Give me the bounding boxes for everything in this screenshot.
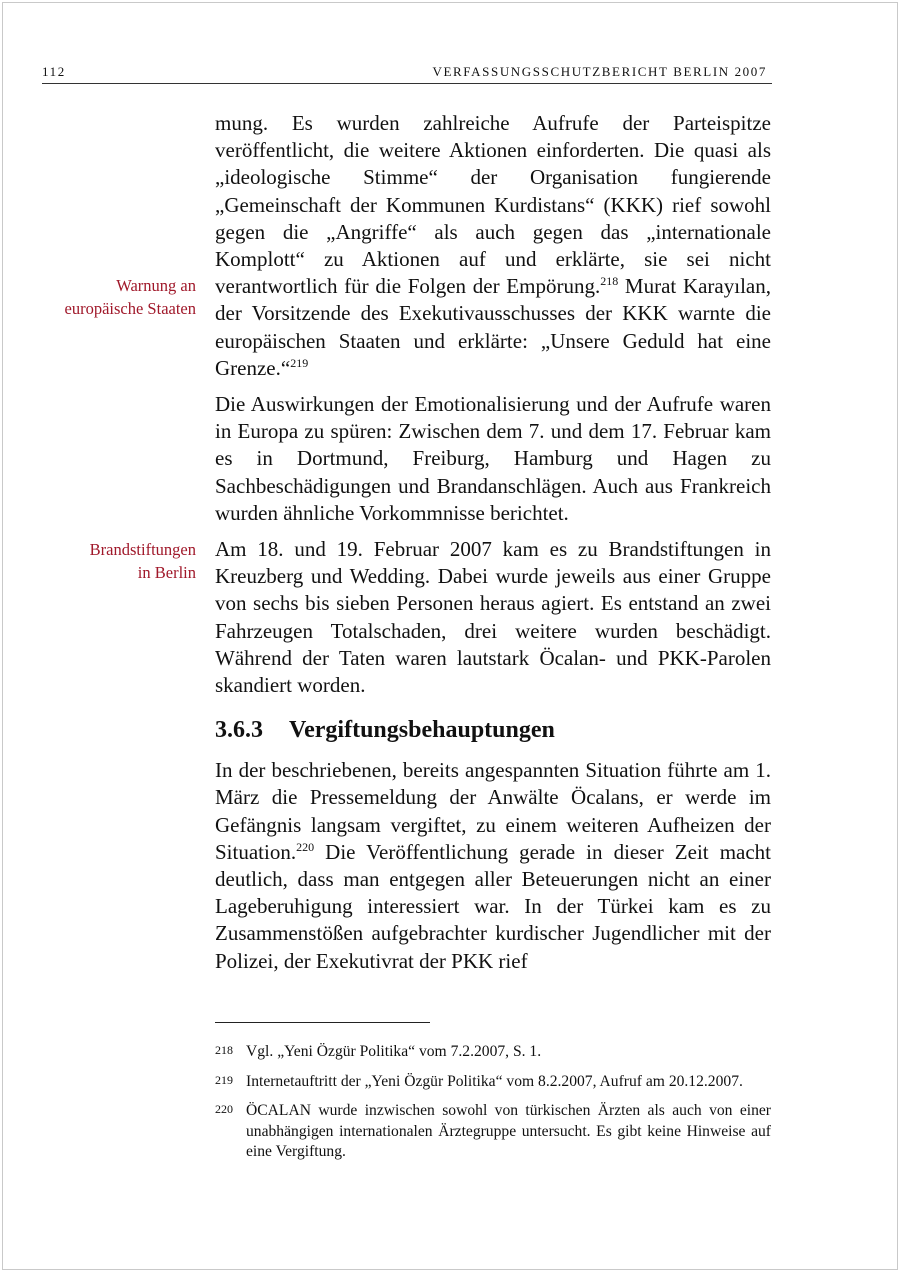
footnote-text: ÖCALAN wurde inzwischen sowohl von türkischen Ärzten als auch von einer unabhängigen internationalen Ärztegruppe untersucht. Es gibt keine Hinweise auf eine Vergiftung. [246, 1102, 771, 1160]
footnote-ref[interactable]: 220 [296, 839, 315, 854]
footnote-number: 220 [215, 1102, 233, 1116]
paragraph-text: In der beschriebenen, bereits angespannten Situation führte am 1. März die Pressemeldung der Anwälte Öcalans, er werde im Gefängnis langsam vergiftet, zu einem weiteren Aufheizen der Situation. [215, 758, 771, 864]
paragraph-text: Murat Karayılan, der Vorsitzende des Exekutivausschusses der KKK warnte die europäischen Staaten und erklärte: „Unsere Geduld hat eine Grenze.“ [215, 274, 771, 380]
footnote-ref[interactable]: 219 [290, 355, 309, 370]
paragraph-text: mung. Es wurden zahlreiche Aufrufe der Parteispitze veröffentlicht, die weitere Aktionen einforderten. Die quasi als „ideologische Stimme“ der Organisation fungierende „Gemeinschaft der Kommunen Kurdistans“ (KKK) rief sowohl gegen die „Angriffe“ als auch gegen das „internationale Komplott“ zu Aktionen auf und erklärte, sie sei nicht verantwortlich für die Folgen der Empörung. [215, 111, 771, 299]
footnote-text: Vgl. „Yeni Özgür Politika“ vom 7.2.2007, S. 1. [246, 1043, 542, 1060]
footnote-number: 219 [215, 1072, 233, 1087]
paragraph [215, 110, 771, 382]
margin-note-warnung [65, 275, 196, 320]
footnote [215, 1101, 771, 1163]
paragraph-text: Die Veröffentlichung gerade in dieser Zeit macht deutlich, dass man entgegen aller Beteuerungen nicht an einer Lageberuhigung interessiert war. In der Türkei kam es zu Zusammenstößen aufgebrachter kurdischer Jugendlicher mit der Polizei, der Exekutivrat der PKK rief [215, 839, 771, 973]
paragraph: Die Auswirkungen der Emotionalisierung und der Aufrufe waren in Europa zu spüren: Zwischen dem 7. und dem 17. Februar kam es in Dortmund, Freiburg, Hamburg und Hagen zu Sachbeschädigungen und Brandanschlägen. Auch aus Frankreich wurden ähnliche Vorkommnisse berichtet. [215, 392, 771, 525]
paragraph: Am 18. und 19. Februar 2007 kam es zu Brandstiftungen in Kreuzberg und Wedding. Dabei wurde jeweils aus einer Gruppe von sechs bis sieben Personen heraus agiert. Es entstand an zwei Fahrzeugen Totalschaden, drei weitere wurden beschädigt. Während der Taten waren lautstark Öcalan- und PKK-Parolen skandiert worden. [215, 537, 771, 698]
running-title: VERFASSUNGSSCHUTZBERICHT BERLIN 2007 [432, 64, 767, 79]
main-text [215, 110, 771, 984]
footnote-separator [215, 1022, 430, 1023]
paragraph [215, 757, 771, 975]
page-number: 112 [42, 64, 66, 79]
margin-note-line: Brandstiftungen [89, 540, 196, 559]
margin-note-line: in Berlin [137, 562, 196, 582]
margin-note-line: Warnung an [116, 276, 196, 295]
footnotes [215, 1042, 771, 1172]
footnote [215, 1042, 771, 1063]
margin-note-brandstiftungen [90, 539, 196, 584]
section-heading [215, 715, 771, 745]
margin-note-line: europäische Staaten [64, 298, 196, 318]
section-title: Vergiftungsbehauptungen [289, 717, 555, 744]
footnote-number: 218 [215, 1043, 233, 1057]
footnote-ref[interactable]: 218 [600, 274, 619, 289]
footnote [215, 1072, 771, 1093]
running-header [42, 63, 772, 84]
section-number: 3.6.3 [215, 717, 263, 744]
footnote-text: Internetauftritt der „Yeni Özgür Politika“ vom 8.2.2007, Aufruf am 20.12.2007. [246, 1072, 743, 1090]
